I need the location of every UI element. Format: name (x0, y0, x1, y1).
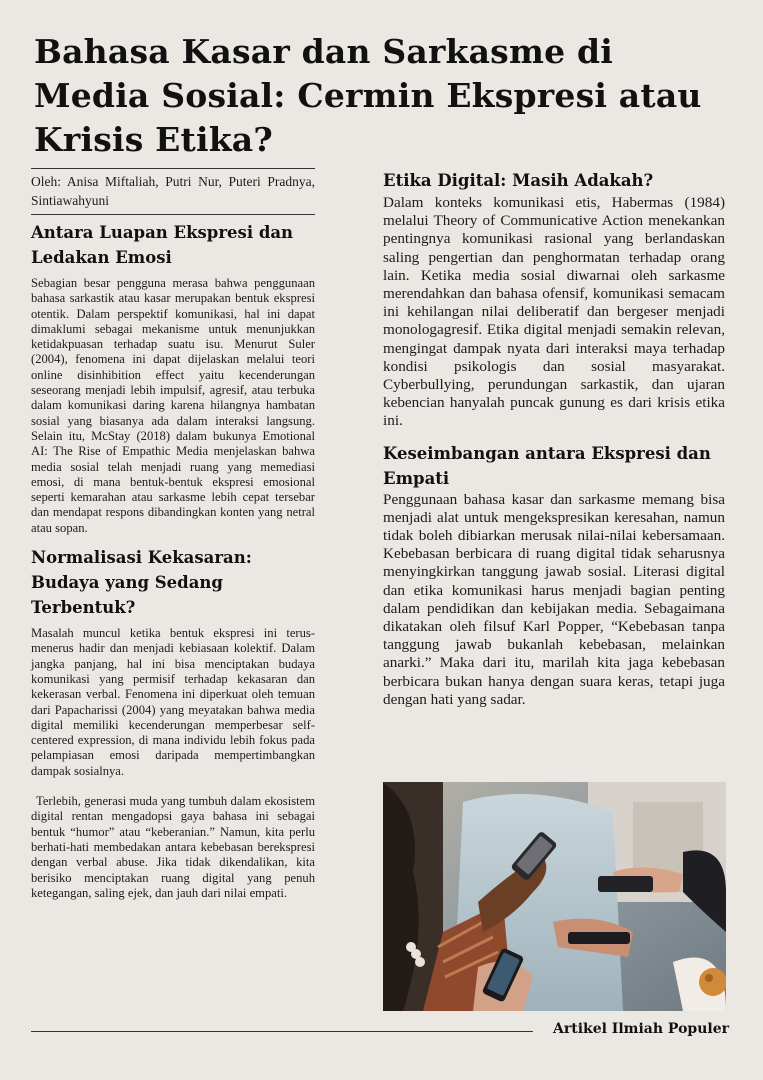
footer-label: Artikel Ilmiah Populer (552, 1021, 729, 1037)
section-body-etika: Dalam konteks komunikasi etis, Habermas (1984) melalui Theory of Communicative Action menekankan pentingnya komunikasi rasional yang berlandaskan saling pengertian dan penghormatan terhadap orang lain. Ketika media sosial diwarnai oleh sarkasme merendahkan dan bahasa ofensif, komunikasi semacam ini kehilangan nilai deliberatif dan bergeser menjadi monologagresif. Etika digital menjadi semakin relevan, mengingat dampak nyata dari interaksi maya terhadap kondisi psikologis dan sosial masyarakat. Cyberbullying, perundungan sarkastik, dan ujaran kebencian hanyalah puncak gunung es dari krisis etika ini. (383, 194, 725, 430)
section-body-ekspresi: Sebagian besar pengguna merasa bahwa penggunaan bahasa sarkastik atau kasar merupakan bentuk ekspresi otentik. Dalam perspektif komunikasi, hal ini dapat dimaklumi sebagai mekanisme untuk menunjukkan ketidakpuasan terhadap suatu isu. Menurut Suler (2004), fenomena ini dapat dijelaskan melalui teori online disinhibition effect yaitu kecenderungan seseorang menjadi lebih impulsif, agresif, atau terbuka dalam komunikasi daring karena hilangnya hambatan sosial yang biasanya ada dalam interaksi langsung. Selain itu, McStay (2018) dalam bukunya Emotional AI: The Rise of Empathic Media menjelaskan bahwa media sosial telah menjadi ruang yang memediasi emosi, di mana bentuk-bentuk ekspresi emosional seperti kemarahan atau sarkasme lebih cepat tersebar dan mendapat respons dibandingkan konten yang netral atau sopan. (31, 276, 315, 535)
section-heading-normalisasi: Normalisasi Kekasaran: Budaya yang Sedang Terbentuk? (31, 548, 252, 618)
smartphones-photo (383, 782, 726, 1011)
byline: Oleh: Anisa Miftaliah, Putri Nur, Puteri Pradnya, Sintiawahyuni (31, 174, 315, 208)
right-column (383, 168, 725, 709)
section-heading-keseimbangan: Keseimbangan antara Ekspresi dan Empati (383, 443, 711, 488)
section-heading-etika: Etika Digital: Masih Adakah? (383, 171, 654, 190)
section-heading-ekspresi: Antara Luapan Ekspresi dan Ledakan Emosi (31, 223, 294, 267)
section-body-normalisasi-1: Masalah muncul ketika bentuk ekspresi ini terus-menerus hadir dan menjadi kebiasaan kolektif. Dalam jangka panjang, hal ini bisa menciptakan budaya komunikasi yang permisif terhadap kekasaran dan kekerasan verbal. Fenomena ini diperkuat oleh temuan dari Papacharissi (2004) yang meyatakan bahwa media digital memiliki kecenderungan memperbesar self-centered expression, di mana individu lebih fokus pada pelampiasan emosi daripada mempertimbangkan dampak sosialnya. (31, 626, 315, 778)
byline-bottom-rule (31, 214, 315, 215)
article-title: Bahasa Kasar dan Sarkasme di Media Sosial: Cermin Ekspresi atau Krisis Etika? (34, 32, 702, 159)
footer-rule (31, 1031, 533, 1032)
section-body-keseimbangan: Penggunaan bahasa kasar dan sarkasme memang bisa menjadi alat untuk mengekspresikan keresahan, namun tidak boleh dibiarkan merusak nilai-nilai kebersamaan. Kebebasan berbicara di ruang digital tidak seharusnya menyingkirkan tanggung jawab sosial. Literasi digital dan etika komunikasi harus menjadi bagian penting dalam pendidikan dan kebijakan media. Sebagaimana dikatakan oleh filsuf Karl Popper, “Kebebasan tanpa tanggung jawab bukanlah kebebasan, melainkan anarki.” Maka dari itu, marilah kita jaga kebebasan berbicara bukan hanya dengan suara keras, tetapi juga dengan hati yang sadar. (383, 490, 725, 708)
section-body-normalisasi-2: Terlebih, generasi muda yang tumbuh dalam ekosistem digital rentan mengadopsi gaya bahasa ini sebagai bentuk “humor” atau “keberanian.” Namun, kita perlu berhati-hati membedakan antara kebebasan berekspresi dengan verbal abuse. Jika tidak dikendalikan, kita berisiko menciptakan ruang digital yang penuh ketegangan, saling ejek, dan jauh dari nilai empati. (31, 794, 315, 900)
left-column (31, 168, 315, 901)
